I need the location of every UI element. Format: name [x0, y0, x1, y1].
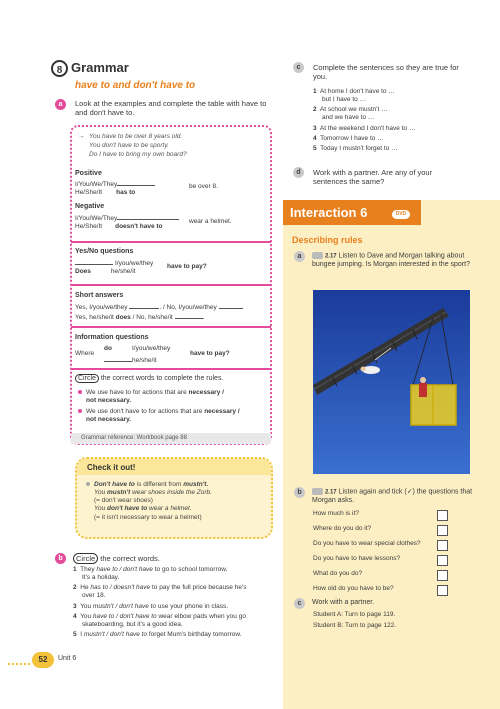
choice-option[interactable]: have to / don't have — [96, 566, 153, 573]
question-row: How much is it? — [313, 510, 488, 518]
circle-word-b: Circle — [73, 553, 98, 564]
list-item: 1 They have to / don't have to go to school tomorrow. It's a holiday. — [73, 566, 228, 582]
rule-2-option-b[interactable]: not necessary. — [86, 416, 132, 424]
check-line-1: Don't have to is different from mustn't. — [86, 481, 270, 489]
positive-filled: has to — [116, 189, 136, 196]
rules-instruction — [75, 375, 223, 384]
negative-blank[interactable] — [117, 213, 179, 220]
student-b: Student B: Turn to page 122. — [313, 622, 397, 629]
rule-1 — [78, 389, 268, 405]
info-tail: have to pay? — [190, 350, 230, 357]
star-icon — [86, 482, 90, 486]
positive-tail-text: be over 8. — [189, 183, 218, 190]
check-it-out-content — [86, 481, 270, 522]
yesno-tail: have to pay? — [167, 263, 207, 270]
rule-2 — [78, 408, 270, 424]
positive-subject-1: I/You/We/They — [75, 181, 118, 188]
exercise-b-instruction: Circle the correct words. — [73, 554, 160, 563]
list-item: 3 At the weekend I don't have to … — [313, 124, 416, 132]
bullet-icon — [78, 409, 82, 413]
bungee-photo-image — [313, 290, 470, 474]
list-item: 5 Today I mustn't forget to … — [313, 144, 398, 152]
negative-subject-2: He/She/It — [75, 223, 103, 230]
exercise-b-list — [73, 566, 278, 641]
rule-1-text: We use have to for actions that are — [86, 389, 187, 396]
short-blank-2[interactable] — [219, 302, 243, 309]
short-yes-plural: Yes, I/you/we/they — [75, 304, 128, 311]
short-blank-1[interactable] — [129, 302, 159, 309]
interaction-b-text: 2.17 Listen again and tick (✓) the questions that Morgan asks. — [312, 488, 473, 505]
yesno-row1 — [75, 258, 153, 268]
exercise-letter-a: a — [55, 99, 66, 110]
question-row: What do you do? — [313, 570, 488, 578]
bungee-photo — [313, 290, 470, 474]
question-row: Where do you do it? — [313, 525, 488, 533]
info-do: do — [104, 345, 112, 352]
list-item: 1 At home I don't have to … but I have to … — [313, 88, 395, 104]
rule-2-option-a[interactable]: necessary / — [204, 408, 240, 415]
footer-dots — [8, 660, 30, 665]
tick-box[interactable] — [437, 555, 448, 566]
interaction-letter-b: b — [294, 487, 305, 498]
rule-1-option-b[interactable]: not necessary. — [86, 397, 132, 405]
choice-option[interactable]: mustn't / don't have to — [92, 602, 157, 610]
positive-row2 — [75, 189, 135, 197]
question-row: Do you have to have lessons? — [313, 555, 488, 563]
list-item: 3 You mustn't / don't have to use your phone in class. — [73, 602, 229, 610]
check-it-out-title: Check it out! — [87, 463, 136, 472]
bullet-icon — [78, 390, 82, 394]
audio-icon[interactable] — [312, 488, 323, 495]
tick-box[interactable] — [437, 525, 448, 536]
short-no-singular: / No, he/she/it — [132, 314, 173, 321]
rules-text: the correct words to complete the rules. — [100, 375, 224, 382]
short-label: Short answers — [75, 292, 124, 299]
interaction-title: Interaction 6 — [290, 205, 368, 220]
check-line-3: (= don't wear shoes) — [94, 497, 153, 505]
check-line-2: You mustn't wear shoes inside the Zorb. — [94, 489, 212, 497]
dvd-badge: DVD — [392, 210, 410, 219]
info-blank[interactable] — [104, 355, 132, 362]
section-number-badge: 8 — [51, 60, 68, 77]
negative-subject-1: I/You/We/They — [75, 215, 118, 222]
negative-row2 — [75, 223, 163, 231]
exercise-a-instruction: Look at the examples and complete the table with have to and don't have to. — [75, 99, 267, 118]
yesno-row2 — [75, 268, 135, 276]
example-1: You have to be over 8 years old. — [89, 133, 183, 140]
student-a: Student A: Turn to page 119. — [313, 611, 396, 618]
tick-box[interactable] — [437, 540, 448, 551]
short-blank-3[interactable] — [175, 312, 203, 319]
rule-1-option-a[interactable]: necessary / — [188, 389, 224, 396]
positive-row1 — [75, 179, 155, 189]
tick-box[interactable] — [437, 585, 448, 596]
interaction-letter-c: c — [294, 598, 305, 609]
yesno-does: Does — [75, 268, 91, 275]
question-row: How old do you have to be? — [313, 585, 488, 593]
exercise-c-instruction: Complete the sentences so they are true for you. — [313, 63, 459, 82]
check-line-5: (= it isn't necessary to wear a helmet) — [94, 513, 202, 521]
interaction-subtitle: Describing rules — [292, 235, 363, 245]
list-item: 4 Tomorrow I have to … — [313, 134, 384, 142]
divider-3 — [71, 326, 271, 328]
negative-filled: doesn't have to — [115, 223, 163, 230]
yesno-subject-2: he/she/it — [110, 268, 136, 275]
tick-box[interactable] — [437, 570, 448, 581]
info-subject-2: he/she/it — [132, 357, 157, 364]
info-where: Where — [75, 350, 95, 357]
interaction-a-text: 2.17 Listen to Dave and Morgan talking about bungee jumping. Is Morgan interested in the sport? — [312, 252, 470, 269]
rule-2-text: We use don't have to for actions that are — [86, 408, 203, 415]
short-yes-singular: Yes, he/she/it — [75, 314, 114, 321]
grammar-topic: have to and don't have to — [75, 80, 196, 91]
exercise-d-instruction: Work with a partner. Are any of your sentences the same? — [313, 168, 433, 187]
short-does: does — [115, 314, 131, 321]
choice-option[interactable]: have to / don't have to — [92, 612, 157, 620]
track-number-b: 2.17 — [324, 489, 337, 496]
short-no-plural: . / No, I/you/we/they — [159, 304, 217, 311]
grammar-header — [51, 60, 281, 78]
divider-2 — [71, 284, 271, 286]
info-row2 — [104, 355, 157, 365]
list-item: 2 He has to / doesn't have to pay the full price because he's over 18. — [73, 584, 247, 600]
arrow-icon: → — [78, 133, 85, 140]
interaction-c-text: Work with a partner. — [312, 599, 375, 606]
positive-subject-2: He/She/It — [75, 189, 103, 196]
check-line-4: You don't have to wear a helmet. — [94, 505, 192, 513]
circle-word: Circle — [75, 374, 99, 383]
track-number-a: 2.17 — [324, 253, 337, 260]
audio-icon[interactable] — [312, 252, 323, 259]
positive-tail — [189, 183, 218, 191]
negative-tail: wear a helmet. — [189, 218, 232, 225]
info-row1: I/you/we/they — [132, 345, 171, 352]
short-row2 — [75, 312, 204, 322]
info-label: Information questions — [75, 334, 149, 341]
exercise-letter-b: b — [55, 553, 66, 564]
interaction-letter-a: a — [294, 251, 305, 262]
short-row1 — [75, 302, 243, 312]
exercise-c-list — [313, 88, 478, 155]
list-item: 5 I mustn't / don't have to forget Mum's birthday tomorrow. — [73, 630, 242, 638]
example-3: Do I have to bring my own board? — [89, 151, 187, 158]
question-row: Do you have to wear special clothes? — [313, 540, 488, 548]
divider-1 — [71, 241, 271, 243]
example-2: You don't have to be sporty. — [89, 142, 169, 149]
exercise-letter-d: d — [293, 167, 304, 178]
negative-label: Negative — [75, 203, 105, 210]
positive-label: Positive — [75, 170, 102, 177]
exercise-letter-c: c — [293, 62, 304, 73]
divider-4 — [71, 368, 271, 370]
choice-option[interactable]: has to / doesn't have — [90, 584, 151, 592]
list-item: 2 At school we mustn't … and we have to … — [313, 106, 388, 122]
positive-blank[interactable] — [117, 179, 155, 186]
yesno-label: Yes/No questions — [75, 248, 134, 255]
short-end: . — [202, 314, 205, 321]
yesno-blank[interactable] — [75, 258, 113, 265]
tick-box[interactable] — [437, 510, 448, 521]
grammar-reference[interactable]: Grammar reference: Workbook page 88 — [71, 433, 271, 444]
unit-label: Unit 6 — [58, 655, 77, 662]
negative-row1 — [75, 213, 179, 223]
page-number: 52 — [32, 652, 54, 668]
choice-option[interactable]: mustn't / don't have to — [83, 630, 148, 638]
yesno-subject-1: I/you/we/they — [115, 260, 154, 267]
section-title: Grammar — [71, 60, 129, 75]
list-item: 4 You have to / don't have to wear elbow pads when you go skateboarding, but it's a good idea. — [73, 612, 246, 628]
